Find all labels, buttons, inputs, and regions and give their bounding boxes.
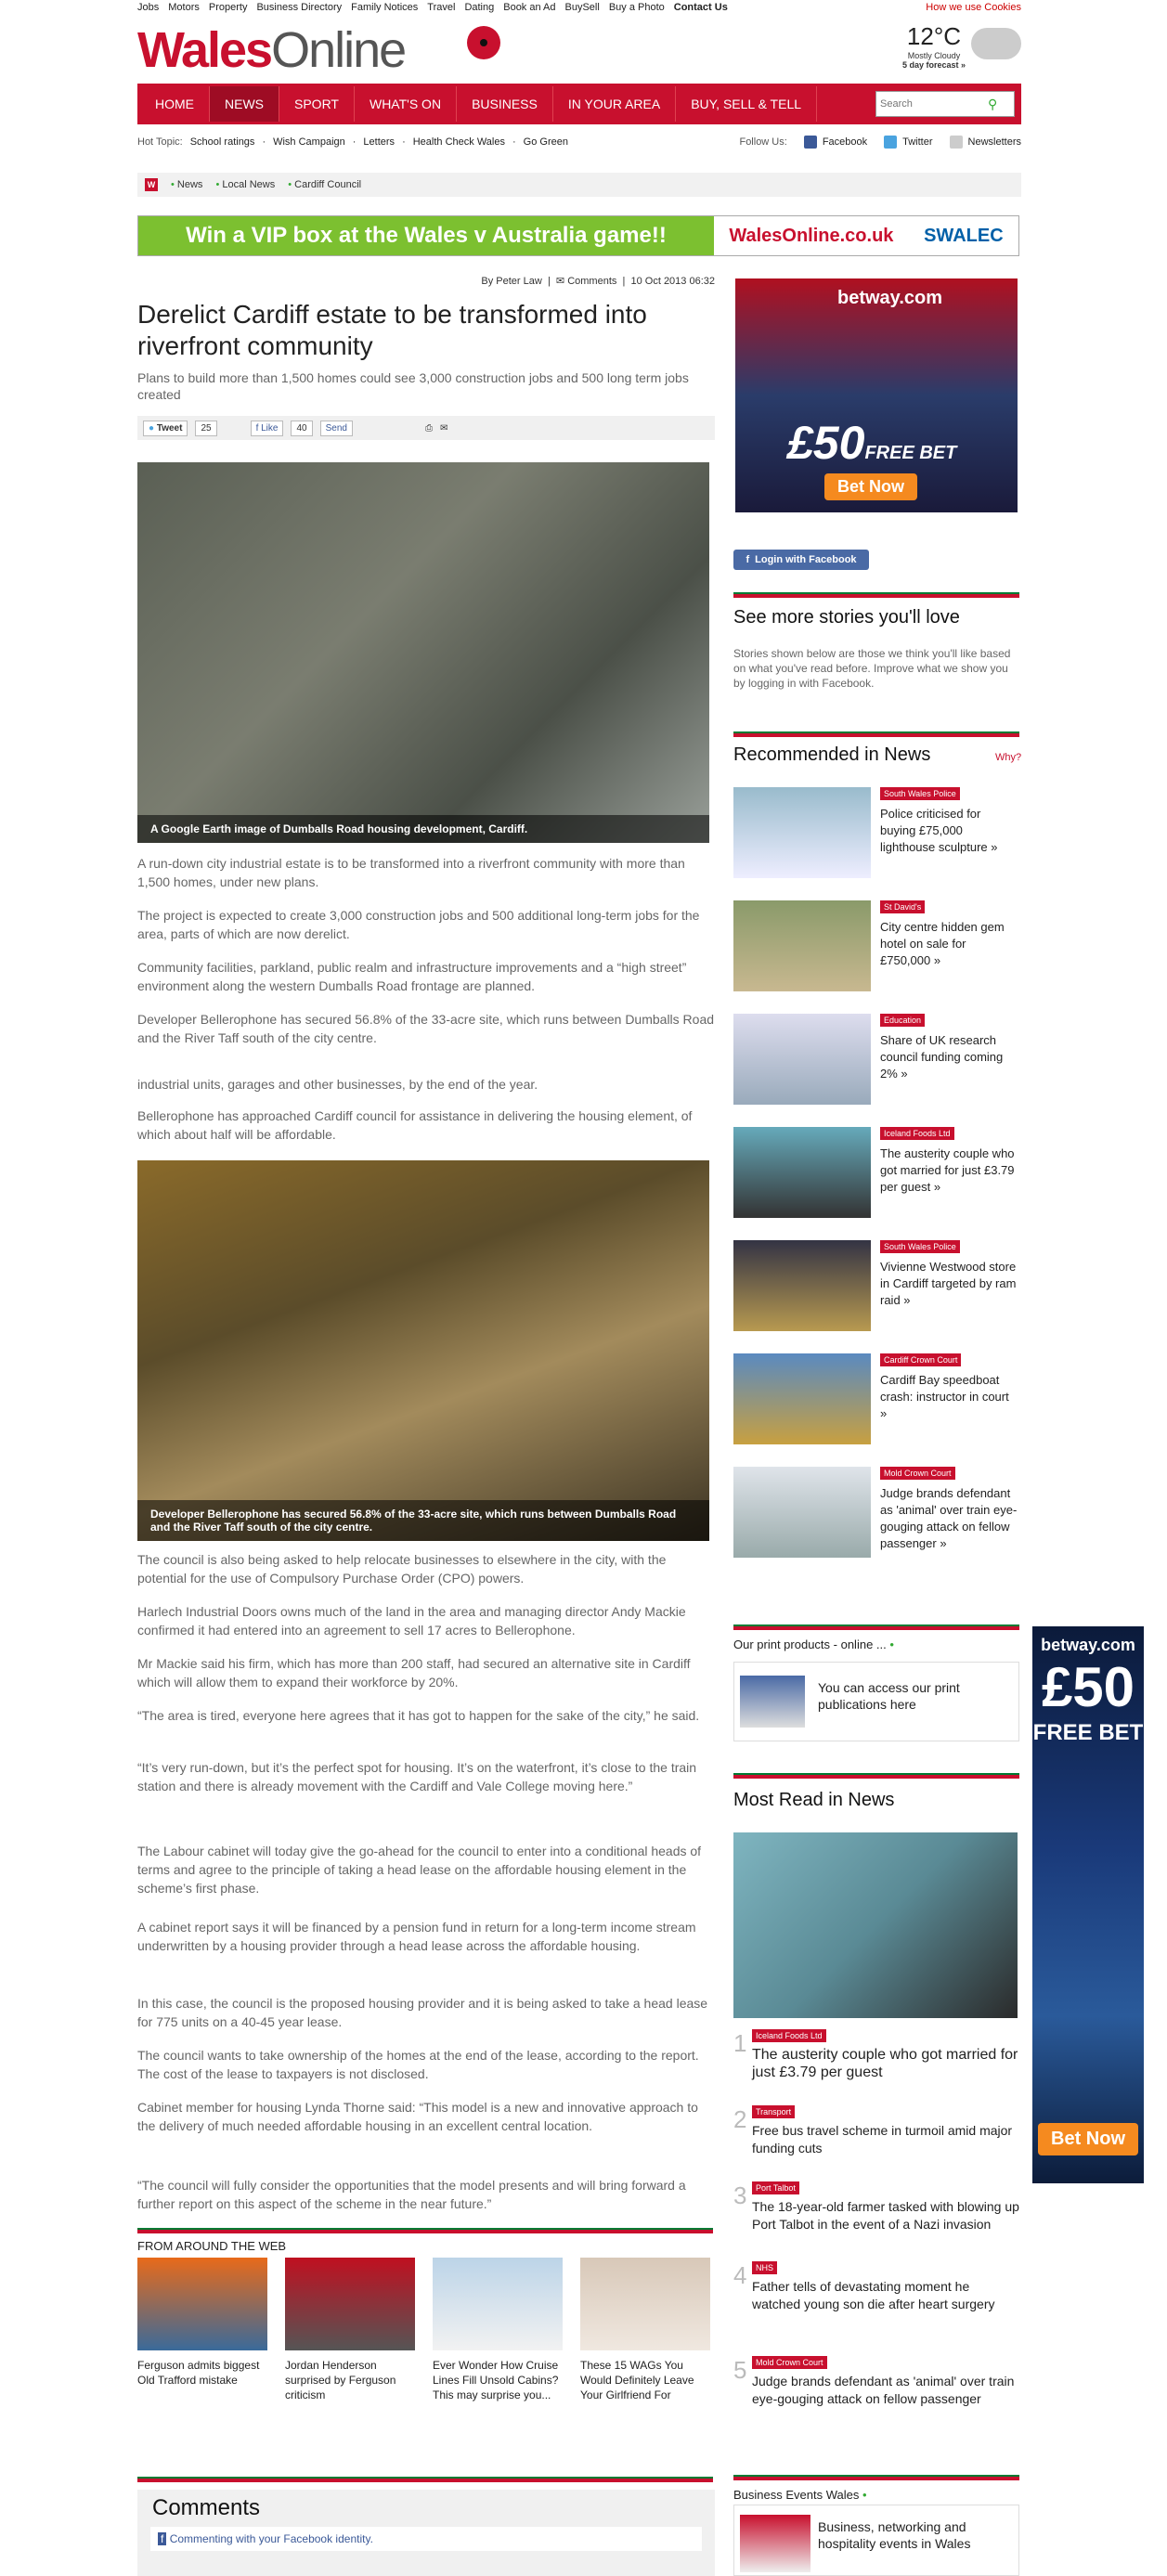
section-divider: [137, 2228, 713, 2233]
hot-topic-link[interactable]: Health Check Wales: [412, 136, 505, 148]
article-paragraph: industrial units, garages and other businesses, by the end of the year.: [137, 1077, 538, 1092]
share-bar: [137, 416, 715, 440]
ad-bet-now-button[interactable]: Bet Now: [824, 473, 917, 500]
recommended-item[interactable]: [733, 1006, 1019, 1116]
breadcrumb-cardiff-council[interactable]: • Cardiff Council: [288, 179, 362, 190]
recommended-thumb: [733, 1240, 871, 1331]
article-paragraph: The Labour cabinet will today give the go-ahead for the council to enter into a conditional heads of terms and agree to the principle of taking a head lease on the affordable housing element in the scheme’s first phase.: [137, 1844, 702, 1896]
promo-banner[interactable]: [137, 215, 1019, 256]
section-divider: [733, 2475, 1019, 2480]
web-story-link[interactable]: Ferguson admits biggest Old Trafford mistake: [137, 2359, 260, 2387]
recommended-item[interactable]: [733, 893, 1019, 1003]
ad-offer: £50: [1041, 1656, 1135, 1718]
site-header: [137, 17, 1021, 78]
article-paragraph: “The council will fully consider the opportunities that the model presents and will bring forward a further report on this aspect of the scheme in the near future.”: [137, 2178, 686, 2211]
forecast-link[interactable]: 5 day forecast »: [901, 60, 966, 70]
article-paragraph: Harlech Industrial Doors owns much of the land in the area and managing director Andy Mackie confirmed it had entered into an agreement to sell 17 acres to Bellerophone.: [137, 1604, 686, 1638]
rank-number: 3: [733, 2181, 747, 2209]
top-utility-bar: [137, 0, 1021, 15]
most-read-title-link[interactable]: Free bus travel scheme in turmoil amid major funding cuts: [752, 2123, 1013, 2155]
email-icon[interactable]: ✉: [439, 422, 448, 434]
most-read-item[interactable]: [733, 2356, 1019, 2430]
most-read-item[interactable]: [733, 2261, 1019, 2336]
image-caption: Developer Bellerophone has secured 56.8% of the 33-acre site, which runs between Dumballs Road and the River Taff south of the city centre.: [137, 1500, 709, 1541]
top-link-business-directory[interactable]: Business Directory: [256, 2, 343, 13]
follow-us: [739, 136, 1021, 149]
like-count: 40: [291, 421, 312, 436]
rank-number: 2: [733, 2105, 747, 2133]
most-read-tag[interactable]: NHS: [752, 2261, 777, 2274]
recommended-title-link[interactable]: Vivienne Westwood store in Cardiff targeted by ram raid »: [880, 1260, 1017, 1307]
recommended-title: Recommended in News: [733, 744, 931, 765]
weather-widget[interactable]: [902, 22, 966, 70]
article-image-aerial: [137, 462, 709, 843]
newsletters-link[interactable]: Newsletters: [950, 136, 1021, 149]
most-read-title: Most Read in News: [733, 1790, 895, 1810]
nav-news[interactable]: NEWS: [210, 86, 279, 122]
tweet-button[interactable]: ● Tweet: [143, 421, 188, 436]
print-products-title[interactable]: Our print products - online ... •: [733, 1638, 894, 1651]
most-read-item[interactable]: [733, 2105, 1019, 2170]
recommended-item[interactable]: [733, 780, 1019, 889]
top-link-property[interactable]: Property: [208, 2, 248, 13]
section-divider: [733, 731, 1019, 737]
article-byline: By Peter Law | ✉ Comments | 10 Oct 2013 06:32: [481, 276, 715, 287]
most-read-title-link[interactable]: The 18-year-old farmer tasked with blowing up Port Talbot in the event of a Nazi invasion: [752, 2199, 1019, 2232]
recommended-thumb: [733, 1353, 871, 1444]
rank-number: 1: [733, 2029, 747, 2057]
comments-title: Comments: [152, 2495, 261, 2520]
comments-section: [137, 2490, 715, 2576]
newspaper-icon: [740, 1676, 805, 1728]
web-thumb[interactable]: [285, 2258, 415, 2350]
article-standfirst: Plans to build more than 1,500 homes could see 3,000 construction jobs and 500 long term jobs created: [137, 370, 689, 402]
ad-brand: betway.com: [1041, 1636, 1135, 1654]
top-link-family-notices[interactable]: Family Notices: [351, 2, 419, 13]
hot-topic-link[interactable]: School ratings: [189, 136, 255, 148]
recommended-thumb: [733, 1014, 871, 1105]
business-events-title[interactable]: Business Events Wales •: [733, 2488, 867, 2502]
article-title: Derelict Cardiff estate to be transformed into riverfront community: [137, 300, 647, 360]
article-image-site: [137, 1160, 709, 1541]
most-read-title-link[interactable]: Father tells of devastating moment he watched young son die after heart surgery: [752, 2279, 995, 2311]
cookies-link[interactable]: How we use Cookies: [926, 2, 1021, 13]
betway-skyscraper-ad[interactable]: [1032, 1626, 1144, 2183]
twitter-link[interactable]: Twitter: [884, 136, 932, 149]
breadcrumb-news[interactable]: • News: [171, 179, 203, 190]
hot-topic-link[interactable]: Letters: [363, 136, 395, 148]
recommended-item[interactable]: [733, 1346, 1019, 1456]
twitter-icon: ●: [149, 422, 155, 434]
ad-free-bet: FREE BET: [1032, 1720, 1144, 1745]
wales-online-icon[interactable]: W: [145, 178, 158, 191]
hot-topic-label: Hot Topic:: [137, 136, 183, 148]
most-read-image[interactable]: [733, 1832, 1018, 2018]
nav-buy-sell-tell[interactable]: BUY, SELL & TELL: [676, 86, 817, 122]
section-divider: [733, 592, 1019, 598]
article-paragraph: Mr Mackie said his firm, which has more than 200 staff, had secured an alternative site in Cardiff which will allow them to expand their workforce by 20%.: [137, 1656, 691, 1689]
recommended-tag[interactable]: Iceland Foods Ltd: [880, 1127, 954, 1140]
search-input[interactable]: [876, 93, 988, 115]
search-icon[interactable]: ⚲: [988, 96, 998, 111]
hot-topic-link[interactable]: Go Green: [523, 136, 568, 148]
business-events-box[interactable]: [733, 2505, 1019, 2576]
recommended-item[interactable]: [733, 1459, 1019, 1599]
most-read-title-link[interactable]: The austerity couple who got married for just £3.79 per guest: [752, 2047, 1018, 2080]
recommended-item[interactable]: [733, 1120, 1019, 1229]
article-paragraph: The council wants to take ownership of the homes at the end of the lease, according to the report. The cost of the lease to taxpayers is not disclosed.: [137, 2048, 699, 2081]
ad-brand: betway.com: [837, 288, 942, 308]
recommended-thumb: [733, 787, 871, 878]
follow-label: Follow Us:: [739, 136, 787, 148]
facebook-icon: f: [255, 422, 259, 434]
nav-business[interactable]: BUSINESS: [457, 86, 553, 122]
web-thumb[interactable]: [433, 2258, 563, 2350]
breadcrumb: [137, 173, 1021, 197]
recommended-title-link[interactable]: Judge brands defendant as 'animal' over train eye-gouging attack on fellow passenger »: [880, 1486, 1018, 1550]
around-web-title: FROM AROUND THE WEB: [137, 2239, 287, 2253]
recommended-thumb: [733, 1127, 871, 1218]
top-link-dating[interactable]: Dating: [464, 2, 495, 13]
recommended-tag[interactable]: St David's: [880, 900, 925, 913]
banner-brand: WalesOnline.co.uk: [729, 225, 894, 246]
temperature: 12°C: [906, 22, 962, 50]
top-link-buy-photo[interactable]: Buy a Photo: [608, 2, 665, 13]
web-story-link[interactable]: Ever Wonder How Cruise Lines Fill Unsold Cabins? This may surprise you...: [433, 2359, 559, 2401]
hot-topics-bar: Hot Topic: School ratings · Wish Campaign · Letters · Health Check Wales · Go Green Follow Us: Facebook Twitter Newsletters: [137, 136, 1021, 148]
recommended-thumb: [733, 900, 871, 991]
article-paragraph: A cabinet report says it will be financed by a pension fund in return for a long-term income stream underwritten by a housing provider through a head lease across the affordable housing.: [137, 1920, 696, 1953]
facebook-icon: f: [158, 2532, 166, 2545]
web-story-link[interactable]: These 15 WAGs You Would Definitely Leave Your Girlfriend For: [580, 2359, 694, 2401]
more-stories-text: Stories shown below are those we think you'll like based on what you've read before. Improve what we show you by logging in with Facebook.: [733, 647, 1011, 690]
why-link[interactable]: Why?: [995, 752, 1022, 763]
swalec-logo: SWALEC: [924, 225, 1004, 246]
article-paragraph: “The area is tired, everyone here agrees that it has got to happen for the sake of the city,” he said.: [137, 1708, 700, 1723]
web-story-link[interactable]: Jordan Henderson surprised by Ferguson criticism: [285, 2359, 396, 2401]
poppy-icon: [467, 26, 500, 59]
betway-ad[interactable]: [735, 278, 1018, 512]
main-nav: [137, 84, 1021, 124]
article-paragraph: The project is expected to create 3,000 construction jobs and 500 additional long-term jobs for the area, parts of which are now derelict.: [137, 908, 700, 941]
like-button[interactable]: f Like: [251, 421, 284, 436]
section-divider: [733, 1625, 1019, 1630]
recommended-tag[interactable]: South Wales Police: [880, 787, 960, 800]
most-read-item[interactable]: [733, 2029, 1019, 2094]
search-box: [875, 91, 1015, 117]
recommended-title-link[interactable]: Police criticised for buying £75,000 lighthouse sculpture »: [880, 807, 998, 854]
facebook-link[interactable]: Facebook: [804, 136, 867, 149]
top-link-contact[interactable]: Contact Us: [673, 2, 728, 13]
breadcrumb-local-news[interactable]: • Local News: [215, 179, 276, 190]
print-icon[interactable]: ⎙: [424, 422, 433, 434]
section-divider: [137, 2477, 713, 2482]
section-divider: [733, 1773, 1019, 1779]
tweet-count: 25: [195, 421, 216, 436]
hot-topic-link[interactable]: Wish Campaign: [273, 136, 345, 148]
twitter-icon: [884, 136, 897, 149]
facebook-comment-identity[interactable]: f Commenting with your Facebook identity.: [150, 2527, 702, 2551]
nav-sport[interactable]: SPORT: [279, 86, 355, 122]
comments-link[interactable]: Comments: [567, 276, 617, 287]
recommended-tag[interactable]: Cardiff Crown Court: [880, 1353, 961, 1366]
banner-text: Win a VIP box at the Wales v Australia game!!: [138, 216, 714, 255]
cloud-icon: [971, 28, 1021, 59]
recommended-title-link[interactable]: Cardiff Bay speedboat crash: instructor in court »: [880, 1373, 1009, 1420]
recommended-title-link[interactable]: Share of UK research council funding coming 2% »: [880, 1033, 1004, 1081]
ad-offer: £50FREE BET: [787, 417, 957, 469]
nav-home[interactable]: HOME: [140, 86, 210, 122]
send-button[interactable]: Send: [320, 421, 353, 436]
article-date: 10 Oct 2013 06:32: [630, 276, 715, 287]
envelope-icon: [950, 136, 963, 149]
author-link[interactable]: Peter Law: [496, 276, 542, 287]
print-products-box[interactable]: [733, 1662, 1019, 1741]
facebook-login-button[interactable]: f Login with Facebook: [733, 550, 869, 570]
article-paragraph: In this case, the council is the proposed housing provider and it is being asked to take a head lease for 775 units on a 40-45 year lease.: [137, 1996, 708, 2029]
rank-number: 5: [733, 2356, 747, 2384]
most-read-title-link[interactable]: Judge brands defendant as 'animal' over train eye-gouging attack on fellow passenger: [752, 2374, 1015, 2406]
most-read-tag[interactable]: Iceland Foods Ltd: [752, 2029, 826, 2042]
most-read-tag[interactable]: Mold Crown Court: [752, 2356, 827, 2369]
article-paragraph: Community facilities, parkland, public realm and infrastructure improvements and a “high street” environment along the western Dumballs Road frontage are planned.: [137, 960, 687, 993]
top-link-buysell[interactable]: BuySell: [564, 2, 600, 13]
article-paragraph: Bellerophone has approached Cardiff council for assistance in delivering the housing element, of which about half will be affordable.: [137, 1108, 693, 1142]
most-read-item[interactable]: [733, 2181, 1019, 2256]
weather-condition: Mostly Cloudy: [907, 51, 961, 60]
events-thumb: [740, 2515, 810, 2572]
top-link-motors[interactable]: Motors: [168, 2, 200, 13]
nav-in-your-area[interactable]: IN YOUR AREA: [553, 86, 676, 122]
business-events-text: Business, networking and hospitality events in Wales: [818, 2519, 971, 2551]
article-paragraph: The council is also being asked to help relocate businesses to elsewhere in the city, with the potential for the use of Compulsory Purchase Order (CPO) powers.: [137, 1552, 667, 1586]
rank-number: 4: [733, 2261, 747, 2289]
recommended-title-link[interactable]: The austerity couple who got married for just £3.79 per guest »: [880, 1146, 1015, 1194]
web-thumb[interactable]: [137, 2258, 267, 2350]
article-paragraph: Cabinet member for housing Lynda Thorne said: “This model is a new and innovative approach to the delivery of much needed affordable housing in an excellent central location.: [137, 2100, 698, 2133]
facebook-icon: [804, 136, 817, 149]
article-paragraph: “It’s very run-down, but it’s the perfect spot for housing. It’s on the waterfront, it’s close to the train station and there is already movement with the Cardiff and Vale College moving here.”: [137, 1760, 697, 1793]
more-stories-title: See more stories you'll love: [733, 607, 960, 628]
article-paragraph: Developer Bellerophone has secured 56.8% of the 33-acre site, which runs between Dumballs Road and the River Taff south of the city centre.: [137, 1012, 715, 1045]
comment-icon: ✉: [555, 276, 565, 287]
web-thumb[interactable]: [580, 2258, 710, 2350]
print-products-text: You can access our print publications here: [818, 1680, 960, 1712]
top-link-jobs[interactable]: Jobs: [137, 2, 160, 13]
top-link-book-ad[interactable]: Book an Ad: [503, 2, 556, 13]
recommended-tag[interactable]: Mold Crown Court: [880, 1467, 955, 1480]
most-read-tag[interactable]: Transport: [752, 2105, 795, 2118]
recommended-title-link[interactable]: City centre hidden gem hotel on sale for £750,000 »: [880, 920, 1005, 967]
nav-whats-on[interactable]: WHAT'S ON: [355, 86, 457, 122]
recommended-item[interactable]: [733, 1233, 1019, 1342]
image-caption: A Google Earth image of Dumballs Road housing development, Cardiff.: [137, 815, 709, 843]
ad-bet-now-button[interactable]: Bet Now: [1038, 2123, 1138, 2155]
recommended-tag[interactable]: South Wales Police: [880, 1240, 960, 1253]
site-logo[interactable]: WalesOnline: [137, 22, 406, 78]
most-read-tag[interactable]: Port Talbot: [752, 2181, 799, 2194]
recommended-thumb: [733, 1467, 871, 1558]
article-paragraph: A run-down city industrial estate is to be transformed into a riverfront community with more than 1,500 homes, under new plans.: [137, 856, 685, 889]
top-link-travel[interactable]: Travel: [427, 2, 456, 13]
facebook-icon: f: [746, 554, 750, 565]
recommended-tag[interactable]: Education: [880, 1014, 925, 1027]
